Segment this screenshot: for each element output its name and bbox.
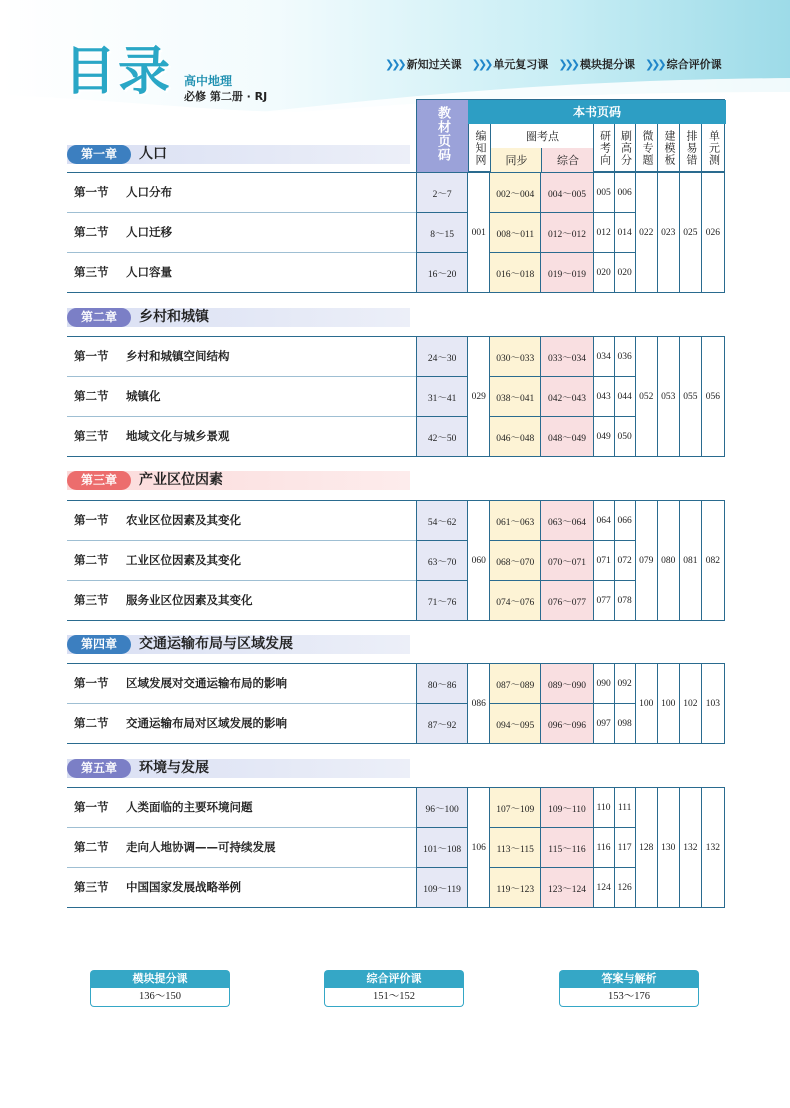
subject-label: 高中地理 [184, 74, 233, 88]
section-1-2[interactable]: 第二节 人口迁移 [74, 225, 172, 239]
paiyicuo-page: 055 [679, 337, 701, 457]
chapter-2-title[interactable]: 乡村和城镇 [139, 309, 209, 325]
shuagaofen-page: 072 [614, 541, 635, 581]
paiyicuo-page: 081 [679, 501, 701, 621]
double-chevron-icon: ❯❯❯ [385, 57, 404, 71]
nav-item-module-boost[interactable] [558, 56, 635, 72]
footer-title: 答案与解析 [559, 970, 699, 988]
weizhuanti-page: 079 [635, 501, 657, 621]
sync-pages: 107～109 [490, 788, 541, 828]
chapter-1-title[interactable]: 人口 [139, 146, 167, 162]
col-weizhuanti: 微专题 [635, 124, 658, 172]
sync-pages: 074～076 [490, 581, 541, 621]
danyuance-page: 082 [701, 501, 724, 621]
chapter-4-bar [67, 635, 410, 654]
chapter-5-table [416, 787, 725, 908]
yankaoxiang-page: 049 [593, 417, 614, 457]
shuagaofen-page: 078 [614, 581, 635, 621]
chapter-3-title[interactable]: 产业区位因素 [139, 472, 223, 488]
nav-item-new-knowledge[interactable] [385, 56, 462, 72]
textbook-pages: 71～76 [417, 581, 468, 621]
row-divider [67, 743, 416, 744]
section-4-1[interactable]: 第一节 区域发展对交通运输布局的影响 [74, 676, 287, 690]
shuagaofen-page: 126 [614, 868, 635, 908]
textbook-pages-header [417, 100, 468, 173]
double-chevron-icon: ❯❯❯ [644, 57, 664, 71]
row-divider [67, 907, 416, 908]
yankaoxiang-page: 034 [593, 337, 614, 377]
shuagaofen-page: 111 [614, 788, 635, 828]
sync-pages: 008～011 [490, 213, 541, 253]
section-3-3[interactable]: 第三节 服务业区位因素及其变化 [74, 593, 253, 607]
table-row [417, 501, 725, 541]
textbook-pages: 2～7 [417, 173, 468, 213]
yankaoxiang-page: 012 [593, 213, 614, 253]
danyuance-page: 056 [701, 337, 724, 457]
comp-pages: 048～049 [541, 417, 593, 457]
table-row [417, 337, 725, 377]
chapter-1-tag: 第一章 [67, 145, 131, 164]
section-3-2[interactable]: 第二节 工业区位因素及其变化 [74, 553, 241, 567]
footer-title: 综合评价课 [324, 970, 464, 988]
col-paiyicuo: 排易错 [679, 124, 702, 172]
bianzhiwang-page: 060 [468, 501, 490, 621]
yankaoxiang-page: 110 [593, 788, 614, 828]
section-2-1[interactable]: 第一节 乡村和城镇空间结构 [74, 349, 230, 363]
section-4-2[interactable]: 第二节 交通运输布局对区域发展的影响 [74, 716, 287, 730]
shuagaofen-page: 020 [614, 253, 635, 293]
jianmoban-page: 100 [657, 664, 679, 744]
table-row [417, 173, 725, 213]
comp-pages: 123～124 [541, 868, 593, 908]
nav-item-comprehensive[interactable] [645, 56, 722, 72]
yankaoxiang-page: 077 [593, 581, 614, 621]
jianmoban-page: 023 [657, 173, 679, 293]
nav-item-unit-review[interactable] [472, 56, 549, 72]
col-bianzhiwang: 编知网 [468, 124, 491, 172]
comp-pages: 096～096 [541, 704, 593, 744]
danyuance-page: 103 [701, 664, 724, 744]
danyuance-page: 132 [701, 788, 724, 908]
jianmoban-page: 080 [657, 501, 679, 621]
section-5-3[interactable]: 第三节 中国国家发展战略举例 [74, 880, 241, 894]
paiyicuo-page: 025 [679, 173, 701, 293]
page-title: 目录 [64, 42, 173, 102]
section-1-3[interactable]: 第三节 人口容量 [74, 265, 172, 279]
footer-pages: 151～152 [324, 988, 464, 1007]
weizhuanti-page: 052 [635, 337, 657, 457]
weizhuanti-page: 022 [635, 173, 657, 293]
footer-pages: 136～150 [90, 988, 230, 1007]
textbook-pages: 8～15 [417, 213, 468, 253]
weizhuanti-page: 100 [635, 664, 657, 744]
yankaoxiang-page: 116 [593, 828, 614, 868]
section-3-1[interactable]: 第一节 农业区位因素及其变化 [74, 513, 241, 527]
table-row [417, 664, 725, 704]
chapter-1-table [416, 172, 725, 293]
col-shuagaofen: 刷高分 [614, 124, 636, 172]
double-chevron-icon: ❯❯❯ [471, 57, 491, 71]
shuagaofen-page: 098 [614, 704, 635, 744]
chapter-3-table [416, 500, 725, 621]
col-yankaoxiang: 研考向 [593, 124, 615, 172]
yankaoxiang-page: 043 [593, 377, 614, 417]
comp-pages: 042～043 [541, 377, 593, 417]
shuagaofen-page: 014 [614, 213, 635, 253]
textbook-pages: 24～30 [417, 337, 468, 377]
textbook-pages: 54～62 [417, 501, 468, 541]
col-tongbu: 同步 [490, 148, 542, 172]
yankaoxiang-page: 071 [593, 541, 614, 581]
row-divider [67, 456, 416, 457]
sync-pages: 068～070 [490, 541, 541, 581]
chapter-2-tag: 第二章 [67, 308, 131, 327]
sync-pages: 094～095 [490, 704, 541, 744]
chapter-5-tag: 第五章 [67, 759, 131, 778]
nav-label: 新知过关课 [406, 58, 462, 71]
shuagaofen-page: 036 [614, 337, 635, 377]
sync-pages: 002～004 [490, 173, 541, 213]
sync-pages: 119～123 [490, 868, 541, 908]
paiyicuo-page: 132 [679, 788, 701, 908]
yankaoxiang-page: 005 [593, 173, 614, 213]
comp-pages: 063～064 [541, 501, 593, 541]
textbook-pages: 63～70 [417, 541, 468, 581]
textbook-pages: 80～86 [417, 664, 468, 704]
book-pages-header: 本书页码 [468, 100, 726, 124]
sync-pages: 061～063 [490, 501, 541, 541]
section-5-2[interactable]: 第二节 走向人地协调——可持续发展 [74, 840, 276, 854]
col-jianmoban: 建模板 [657, 124, 680, 172]
textbook-pages: 31～41 [417, 377, 468, 417]
comp-pages: 076～077 [541, 581, 593, 621]
comp-pages: 070～071 [541, 541, 593, 581]
chapter-5-bar [67, 759, 410, 778]
nav-label: 模块提分课 [579, 58, 635, 71]
row-divider [67, 292, 416, 293]
yankaoxiang-page: 097 [593, 704, 614, 744]
sync-pages: 046～048 [490, 417, 541, 457]
course-nav [385, 56, 722, 72]
textbook-pages: 109～119 [417, 868, 468, 908]
textbook-pages: 101～108 [417, 828, 468, 868]
col-quankaodian: 圈考点 [490, 124, 594, 149]
edition-label: 必修 第二册 · RJ [184, 90, 268, 103]
footer-title: 模块提分课 [90, 970, 230, 988]
shuagaofen-page: 092 [614, 664, 635, 704]
section-2-3[interactable]: 第三节 地域文化与城乡景观 [74, 429, 230, 443]
chapter-4-table [416, 663, 725, 744]
comp-pages: 012～012 [541, 213, 593, 253]
footer-module-boost[interactable] [90, 970, 230, 1008]
sync-pages: 016～018 [490, 253, 541, 293]
chapter-3-tag: 第三章 [67, 471, 131, 490]
textbook-pages-label: 教材页码 [435, 106, 450, 162]
section-2-2[interactable]: 第二节 城镇化 [74, 389, 161, 403]
textbook-pages: 42～50 [417, 417, 468, 457]
paiyicuo-page: 102 [679, 664, 701, 744]
yankaoxiang-page: 020 [593, 253, 614, 293]
shuagaofen-page: 006 [614, 173, 635, 213]
jianmoban-page: 053 [657, 337, 679, 457]
sync-pages: 038～041 [490, 377, 541, 417]
comp-pages: 019～019 [541, 253, 593, 293]
textbook-pages: 96～100 [417, 788, 468, 828]
sync-pages: 113～115 [490, 828, 541, 868]
comp-pages: 004～005 [541, 173, 593, 213]
shuagaofen-page: 044 [614, 377, 635, 417]
chapter-2-bar [67, 308, 410, 327]
chapter-5-title[interactable]: 环境与发展 [139, 760, 209, 776]
sync-pages: 087～089 [490, 664, 541, 704]
jianmoban-page: 130 [657, 788, 679, 908]
row-divider [67, 620, 416, 621]
weizhuanti-page: 128 [635, 788, 657, 908]
chapter-3-bar [67, 471, 410, 490]
section-5-1[interactable]: 第一节 人类面临的主要环境问题 [74, 800, 253, 814]
nav-label: 单元复习课 [493, 58, 549, 71]
sync-pages: 030～033 [490, 337, 541, 377]
bianzhiwang-page: 029 [468, 337, 490, 457]
shuagaofen-page: 117 [614, 828, 635, 868]
comp-pages: 033～034 [541, 337, 593, 377]
table-header [416, 99, 725, 172]
section-1-1[interactable]: 第一节 人口分布 [74, 185, 172, 199]
chapter-4-tag: 第四章 [67, 635, 131, 654]
double-chevron-icon: ❯❯❯ [558, 57, 577, 71]
footer-comprehensive[interactable] [324, 970, 464, 1008]
col-zonghe: 综合 [541, 148, 594, 172]
textbook-pages: 16～20 [417, 253, 468, 293]
yankaoxiang-page: 064 [593, 501, 614, 541]
shuagaofen-page: 066 [614, 501, 635, 541]
col-danyuance: 单元测 [701, 124, 725, 172]
footer-pages: 153～176 [559, 988, 699, 1007]
bianzhiwang-page: 086 [468, 664, 490, 744]
textbook-pages: 87～92 [417, 704, 468, 744]
footer-answers[interactable] [559, 970, 699, 1008]
table-row [417, 788, 725, 828]
chapter-4-title[interactable]: 交通运输布局与区域发展 [139, 636, 293, 652]
bianzhiwang-page: 001 [468, 173, 490, 293]
nav-label: 综合评价课 [666, 58, 722, 71]
comp-pages: 089～090 [541, 664, 593, 704]
danyuance-page: 026 [701, 173, 724, 293]
chapter-1-bar [67, 145, 410, 164]
comp-pages: 109～110 [541, 788, 593, 828]
bianzhiwang-page: 106 [468, 788, 490, 908]
yankaoxiang-page: 124 [593, 868, 614, 908]
chapter-2-table [416, 336, 725, 457]
yankaoxiang-page: 090 [593, 664, 614, 704]
comp-pages: 115～116 [541, 828, 593, 868]
shuagaofen-page: 050 [614, 417, 635, 457]
